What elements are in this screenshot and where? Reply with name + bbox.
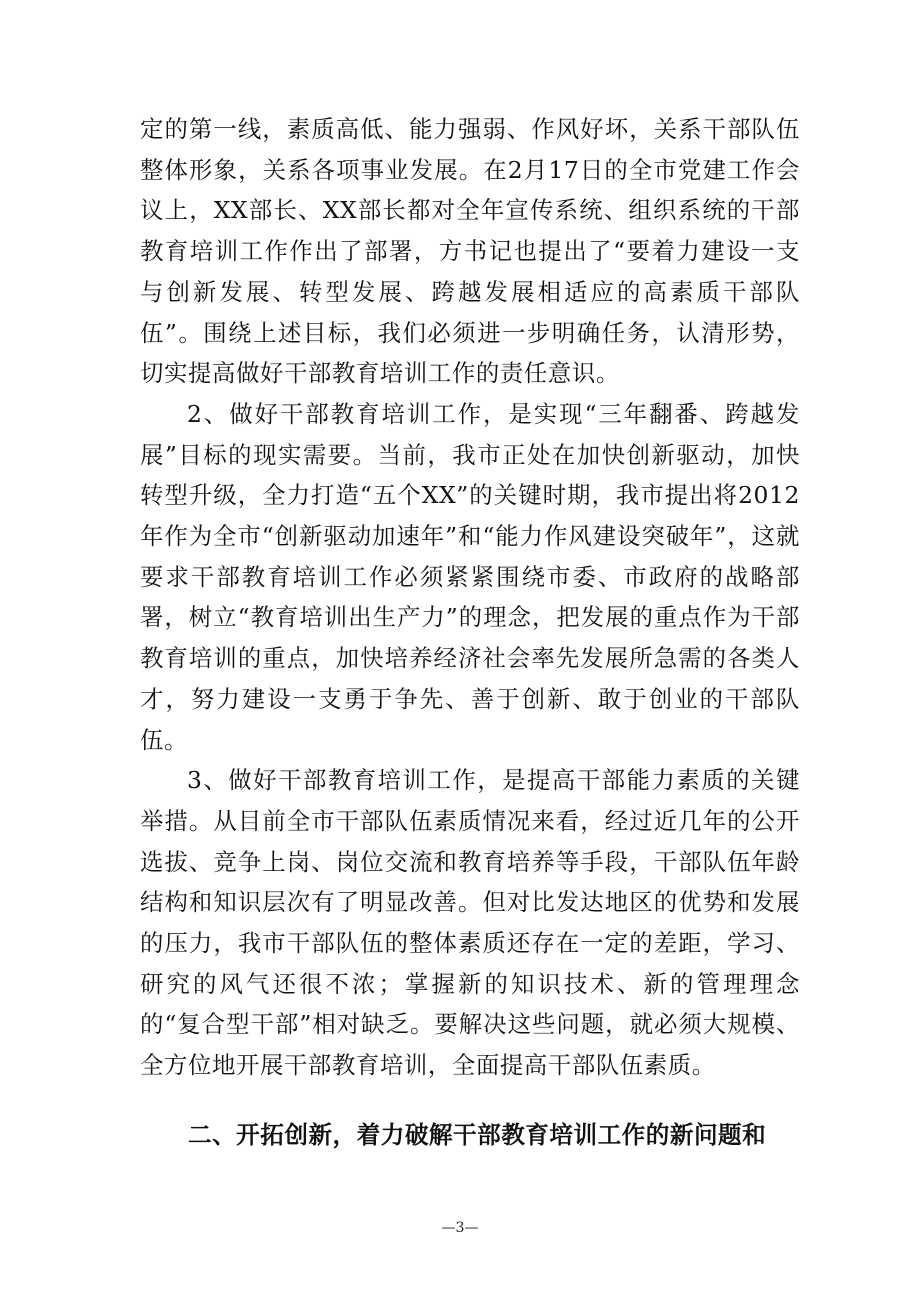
paragraph-item-2: 2、做好干部教育培训工作，是实现“三年翻番、跨越发展”目标的现实需要。当前，我市正处在加快创新驱动，加快转型升级，全力打造“五个XX”的关键时期，我市提出将2012年作为全市“创新驱动加速年”和“能力作风建设突破年”，这就要求干部教育培训工作必须紧紧围绕市委、市政府的战略部署，树立“教育培训出生产力”的理念，把发展的重点作为干部教育培训的重点，加快培养经济社会率先发展所急需的各类人才，努力建设一支勇于争先、善于创新、敢于创业的干部队伍。	[140, 399, 800, 754]
paragraph-continuation: 定的第一线，素质高低、能力强弱、作风好坏，关系干部队伍整体形象，关系各项事业发展。在2月17日的全市党建工作会议上，XX部长、XX部长都对全年宣传系统、组织系统的干部教育培训工作作出了部署，方书记也提出了“要着力建设一支与创新发展、转型发展、跨越发展相适应的高素质干部队伍”。围绕上述目标，我们必须进一步明确任务，认清形势，切实提高做好干部教育培训工作的责任意识。	[140, 115, 800, 388]
body-text	[140, 109, 800, 1086]
section-heading: 二、开拓创新，着力破解干部教育培训工作的新问题和	[188, 1121, 767, 1149]
page-number: —3—	[441, 1220, 479, 1236]
paragraph-item-3: 3、做好干部教育培训工作，是提高干部能力素质的关键举措。从目前全市干部队伍素质情况来看，经过近几年的公开选拔、竞争上岗、岗位交流和教育培养等手段，干部队伍年龄结构和知识层次有了明显改善。但对比发达地区的优势和发展的压力，我市干部队伍的整体素质还存在一定的差距，学习、研究的风气还很不浓；掌握新的知识技术、新的管理理念的“复合型干部”相对缺乏。要解决这些问题，就必须大规模、全方位地开展干部教育培训，全面提高干部队伍素质。	[140, 766, 800, 1080]
